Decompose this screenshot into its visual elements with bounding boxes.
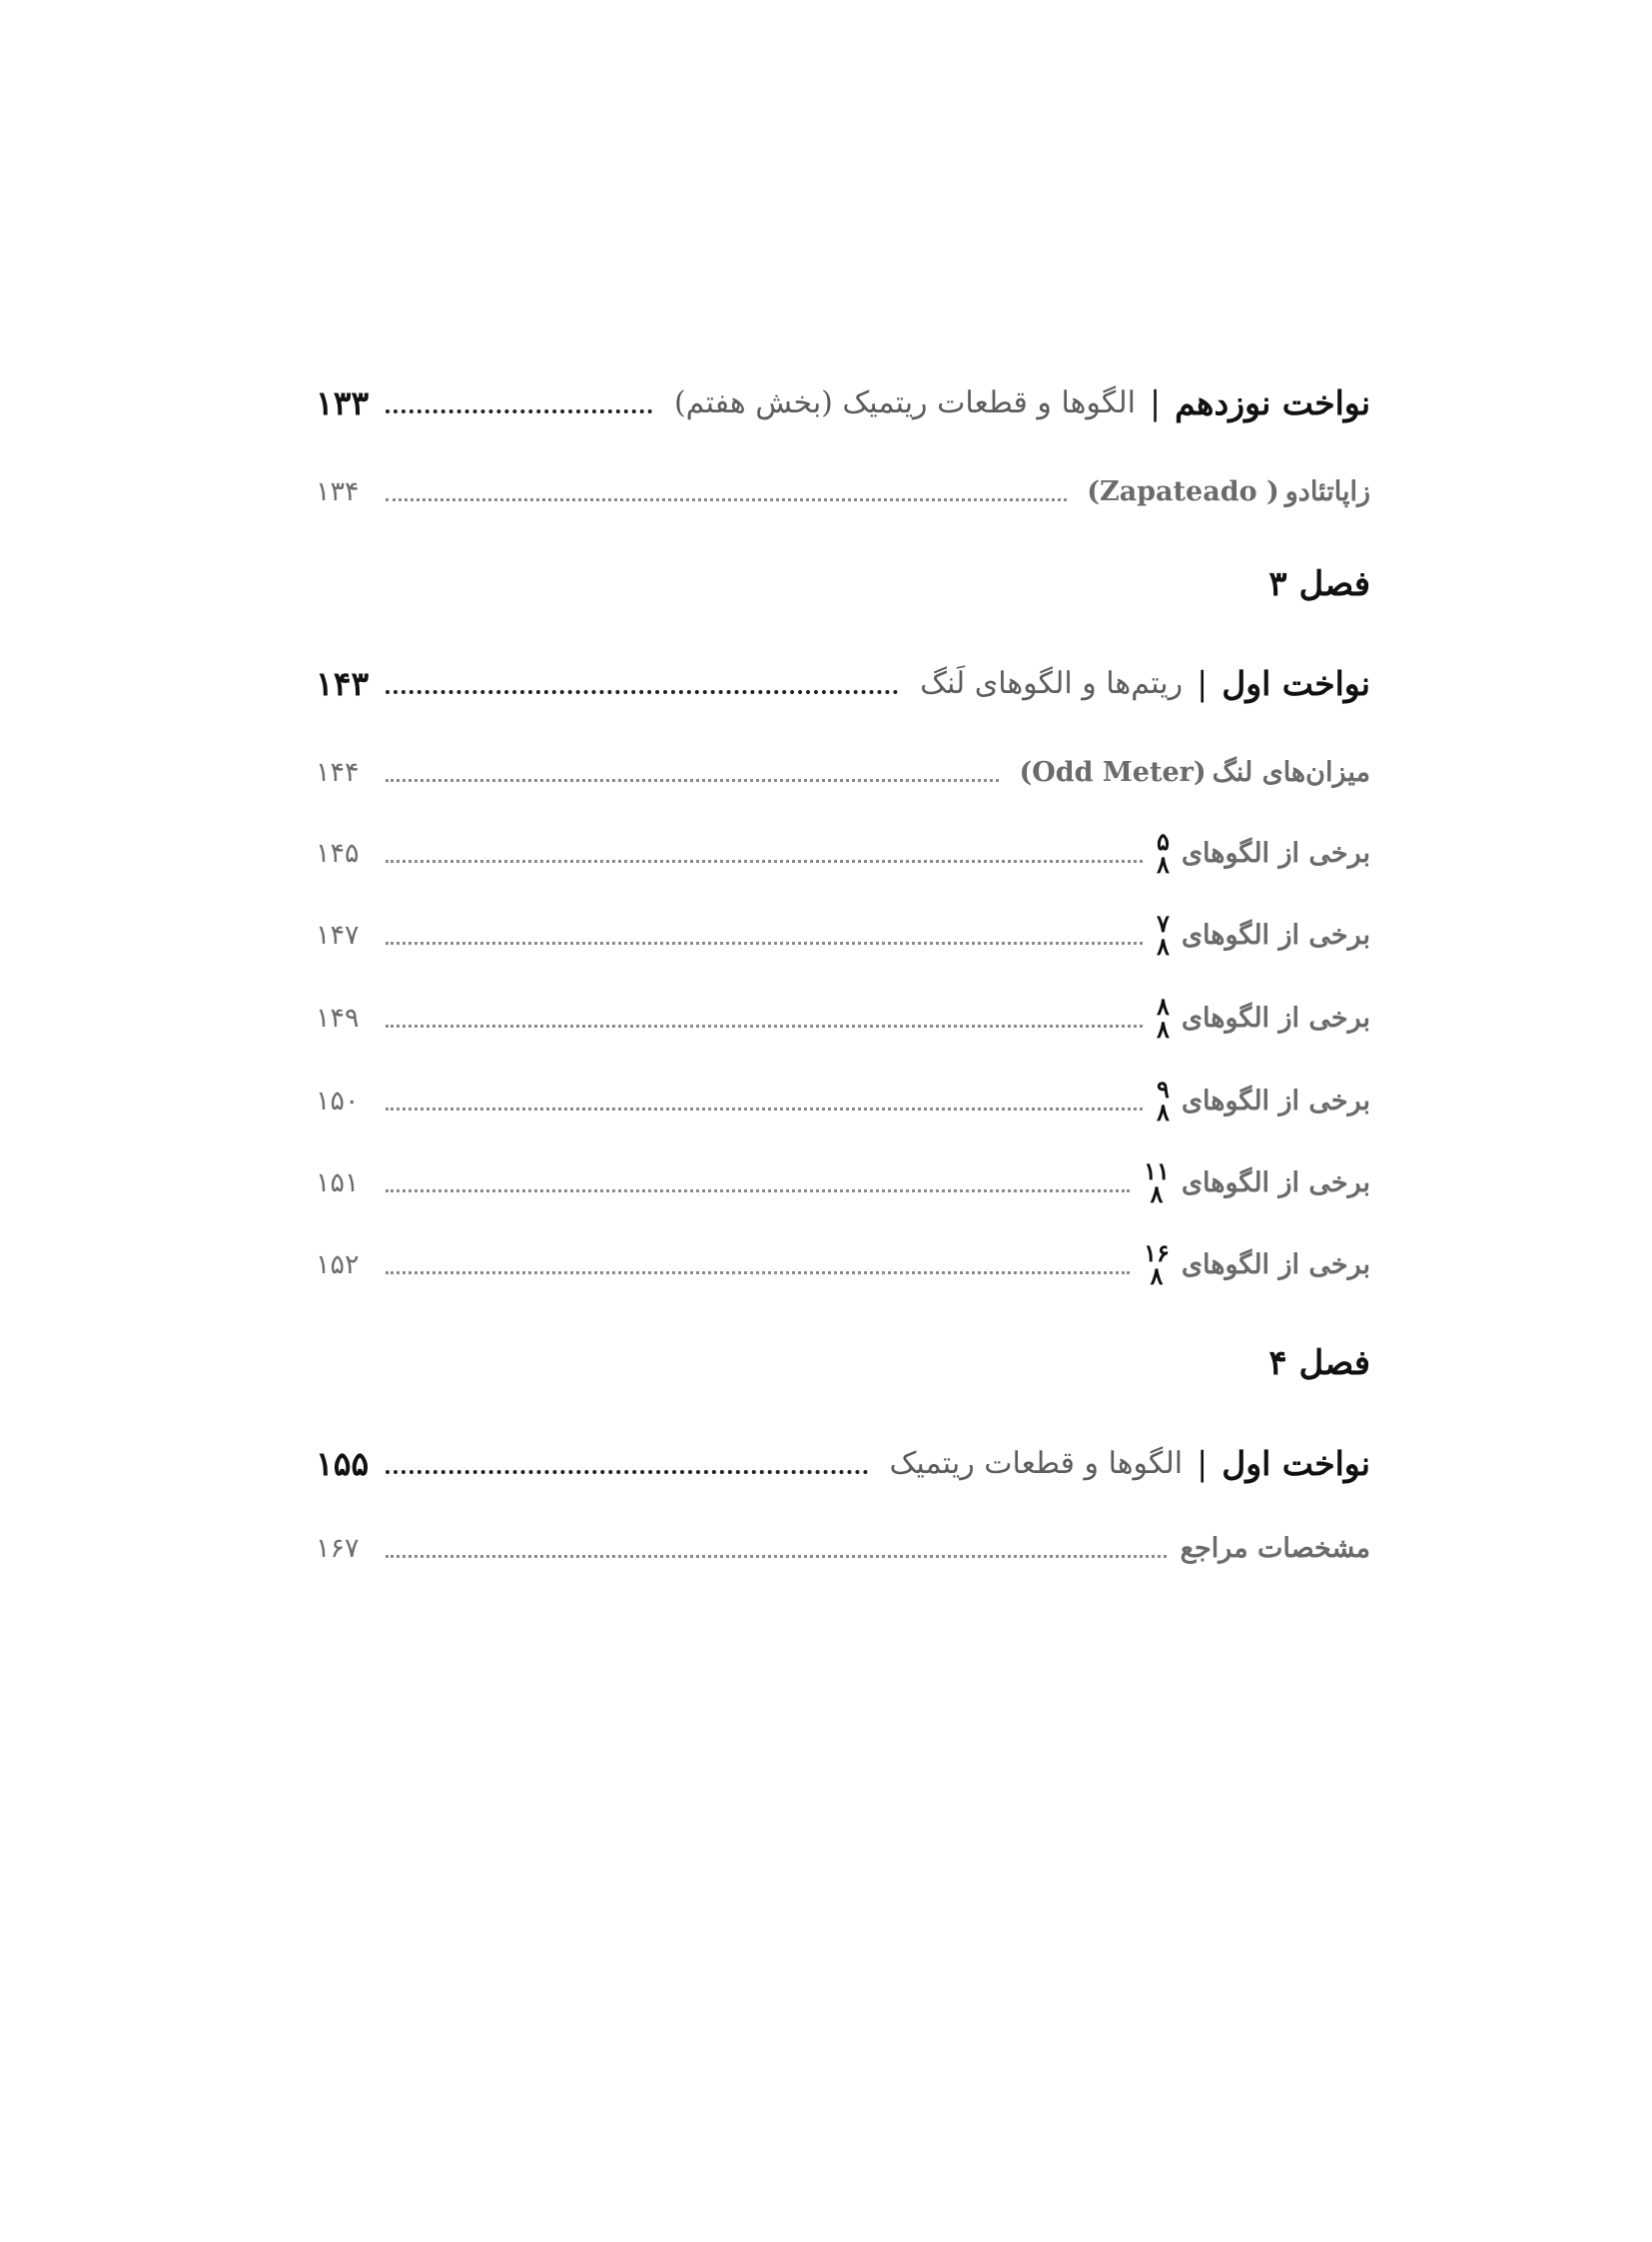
latin-term: (Zapateado ) bbox=[1087, 476, 1279, 507]
page-number: ۱۵۱ bbox=[316, 1167, 360, 1199]
entry-title-text: برخی از الگوهای bbox=[1181, 838, 1370, 870]
title-separator: | bbox=[1149, 383, 1162, 422]
lesson-heading: نواخت اول bbox=[1222, 664, 1370, 703]
time-signature bbox=[1144, 1156, 1170, 1208]
toc-entry-references[interactable] bbox=[316, 1533, 1370, 1564]
dot-leader bbox=[386, 498, 1067, 501]
toc-entry-title bbox=[1144, 1238, 1370, 1290]
dot-leader bbox=[386, 942, 1143, 945]
toc-entry-patterns-16-8[interactable] bbox=[316, 1238, 1370, 1290]
page-number: ۱۴۹ bbox=[316, 1003, 360, 1035]
dot-leader bbox=[386, 1025, 1143, 1028]
time-signature-top: ۸ bbox=[1156, 992, 1170, 1021]
toc-entry-lesson-19[interactable] bbox=[316, 383, 1370, 422]
dot-leader bbox=[386, 409, 652, 413]
time-signature-bottom: ۸ bbox=[1156, 1097, 1170, 1126]
toc-entry-title bbox=[920, 664, 1370, 703]
dot-leader bbox=[386, 779, 999, 782]
time-signature-top: ۱۶ bbox=[1144, 1238, 1170, 1267]
entry-title-text: برخی از الگوهای bbox=[1181, 1003, 1370, 1035]
dot-leader bbox=[386, 1555, 1167, 1558]
lesson-subtitle: الگوها و قطعات ریتمیک (بخش هفتم) bbox=[673, 385, 1136, 420]
latin-term: (Odd Meter) bbox=[1019, 757, 1207, 788]
page-number: ۱۵۵ bbox=[316, 1444, 370, 1483]
toc-entry-title bbox=[1144, 1156, 1370, 1208]
toc-entry-patterns-7-8[interactable] bbox=[316, 909, 1370, 961]
toc-entry-zapateado[interactable] bbox=[316, 476, 1370, 507]
lesson-heading: نواخت نوزدهم bbox=[1175, 383, 1370, 422]
page-number: ۱۶۷ bbox=[316, 1533, 360, 1564]
lesson-heading: نواخت اول bbox=[1222, 1444, 1370, 1483]
chapter-heading-4: فصل ۴ bbox=[1268, 1343, 1370, 1383]
entry-title-text: مشخصات مراجع bbox=[1180, 1533, 1370, 1564]
lesson-subtitle: الگوها و قطعات ریتمیک bbox=[889, 1446, 1184, 1481]
time-signature bbox=[1156, 827, 1170, 879]
dot-leader bbox=[386, 1271, 1130, 1274]
title-separator: | bbox=[1197, 664, 1209, 703]
page-number: ۱۴۵ bbox=[316, 838, 360, 870]
toc-entry-lesson-1-ch4[interactable] bbox=[316, 1444, 1370, 1483]
entry-title-text: زاپاتئادو bbox=[1284, 476, 1370, 507]
page-number: ۱۳۳ bbox=[316, 383, 370, 422]
toc-entry-patterns-8-8[interactable] bbox=[316, 992, 1370, 1044]
page-number: ۱۳۴ bbox=[316, 476, 360, 507]
toc-entry-title bbox=[1156, 909, 1370, 961]
time-signature bbox=[1144, 1238, 1170, 1290]
page-number: ۱۵۰ bbox=[316, 1086, 360, 1118]
chapter-heading-3: فصل ۳ bbox=[1268, 564, 1370, 604]
time-signature bbox=[1156, 1075, 1170, 1126]
toc-entry-title bbox=[1181, 1533, 1370, 1564]
dot-leader bbox=[386, 860, 1143, 863]
toc-entry-title bbox=[1156, 1075, 1370, 1126]
toc-entry-title bbox=[1013, 757, 1370, 788]
page-number: ۱۴۴ bbox=[316, 757, 360, 788]
time-signature-bottom: ۸ bbox=[1156, 931, 1170, 961]
time-signature-bottom: ۸ bbox=[1150, 1260, 1164, 1290]
toc-entry-odd-meter[interactable] bbox=[316, 757, 1370, 788]
lesson-subtitle: ریتم‌ها و الگوهای لَنگ bbox=[920, 666, 1184, 701]
toc-entry-title bbox=[1081, 476, 1370, 507]
toc-entry-title bbox=[1156, 992, 1370, 1044]
time-signature bbox=[1156, 909, 1170, 961]
time-signature-bottom: ۸ bbox=[1156, 849, 1170, 879]
toc-entry-lesson-1-ch3[interactable] bbox=[316, 664, 1370, 703]
dot-leader bbox=[386, 1470, 868, 1474]
toc-entry-title bbox=[1156, 827, 1370, 879]
entry-title-text: برخی از الگوهای bbox=[1181, 1249, 1370, 1281]
page-number: ۱۵۲ bbox=[316, 1249, 360, 1281]
entry-title-text: برخی از الگوهای bbox=[1181, 1086, 1370, 1118]
time-signature-top: ۵ bbox=[1156, 827, 1170, 856]
entry-title-text: میزان‌های لنگ bbox=[1212, 757, 1370, 788]
page-number: ۱۴۳ bbox=[316, 664, 370, 703]
entry-title-text: برخی از الگوهای bbox=[1181, 1167, 1370, 1199]
time-signature bbox=[1156, 992, 1170, 1044]
toc-entry-patterns-9-8[interactable] bbox=[316, 1075, 1370, 1126]
toc-entry-title bbox=[890, 1444, 1370, 1483]
time-signature-top: ۹ bbox=[1156, 1075, 1170, 1104]
toc-entry-patterns-11-8[interactable] bbox=[316, 1156, 1370, 1208]
time-signature-top: ۱۱ bbox=[1144, 1156, 1170, 1185]
time-signature-bottom: ۸ bbox=[1150, 1178, 1164, 1208]
toc-entry-title bbox=[674, 383, 1370, 422]
title-separator: | bbox=[1197, 1444, 1209, 1483]
dot-leader bbox=[386, 690, 898, 694]
time-signature-bottom: ۸ bbox=[1156, 1014, 1170, 1044]
time-signature-top: ۷ bbox=[1156, 909, 1170, 938]
page-number: ۱۴۷ bbox=[316, 920, 360, 952]
dot-leader bbox=[386, 1108, 1143, 1111]
toc-entry-patterns-5-8[interactable] bbox=[316, 827, 1370, 879]
entry-title-text: برخی از الگوهای bbox=[1181, 920, 1370, 952]
dot-leader bbox=[386, 1189, 1130, 1192]
